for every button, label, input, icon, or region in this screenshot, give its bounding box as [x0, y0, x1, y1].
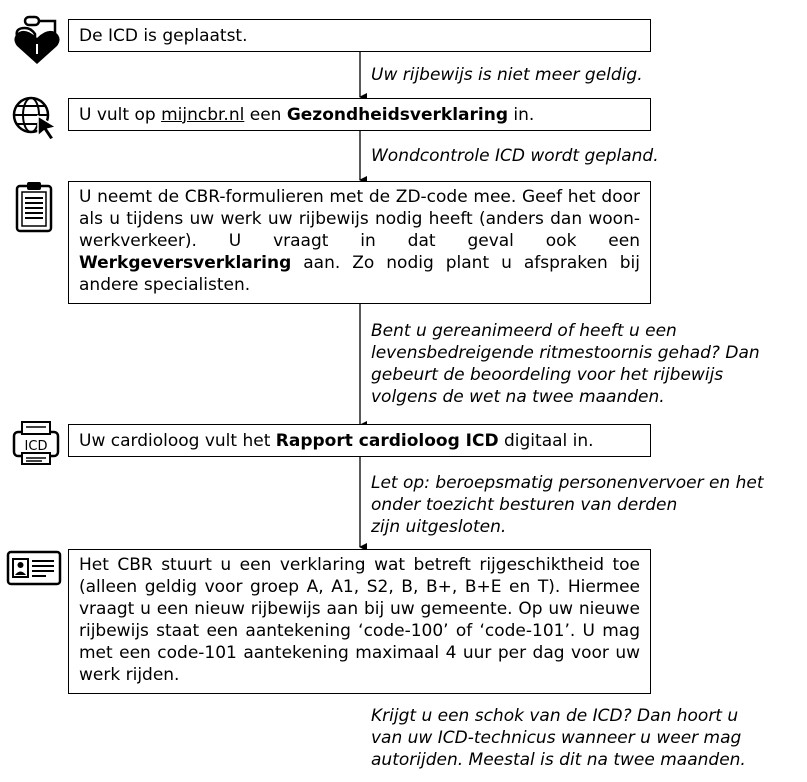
step-3-text-before: U neemt de CBR-formulieren met de ZD-code mee. Geef het door als u tijdens uw werk uw rijbewijs nodig heeft (anders dan woon-werkverkeer). U vraagt in dat geval ook een	[79, 187, 640, 251]
heart-device-icon	[11, 14, 61, 66]
step-4-prefix: Uw cardioloog vult het	[79, 430, 276, 451]
clipboard-icon	[15, 181, 55, 233]
step-4-box	[68, 424, 651, 457]
step-5-text: Het CBR stuurt u een verklaring wat betreft rijgeschiktheid toe (alleen geldig voor groep A, A1, S2, B, B+, B+E en T). Hiermee vraagt u een nieuw rijbewijs aan bij uw gemeente. Op uw nieuwe rijbewijs staat een aantekening ‘code-100’ of ‘code-101’. U mag met een code-101 aantekening maximaal 4 uur per dag voor uw werk rijden.	[79, 555, 640, 685]
note-5-line-2: van uw ICD-technicus wanneer u weer mag	[371, 728, 742, 748]
note-5-line-3: autorijden. Meestal is dit na twee maanden.	[371, 750, 746, 770]
note-4-line-3: zijn uitgesloten.	[371, 517, 507, 537]
step-4-bold: Rapport cardioloog ICD	[275, 430, 499, 451]
step-3-bold: Werkgeversverklaring	[79, 253, 292, 273]
note-3-line-1: Bent u gereanimeerd of heeft u een	[371, 321, 677, 341]
mijncbr-link[interactable]: mijncbr.nl	[161, 104, 245, 125]
note-4	[371, 472, 764, 538]
note-5-line-1: Krijgt u een schok van de ICD? Dan hoort u	[371, 706, 739, 726]
step-2-text	[79, 104, 534, 126]
step-5-box	[68, 549, 651, 694]
note-4-line-1: Let op: beroepsmatig personenvervoer en het	[371, 473, 764, 493]
note-3	[371, 320, 760, 408]
step-3-box	[68, 181, 651, 304]
id-card-icon	[6, 550, 62, 586]
note-4-line-2: onder toezicht besturen van derden	[371, 495, 678, 515]
note-3-line-3: gebeurt de beoordeling voor het rijbewijs	[371, 365, 724, 385]
step-2-bold: Gezondheidsverklaring	[286, 104, 508, 125]
note-1-line: Uw rijbewijs is niet meer geldig.	[371, 65, 643, 85]
note-2	[371, 145, 659, 167]
step-4-suffix: digitaal in.	[498, 430, 594, 451]
icd-report-icon	[12, 420, 60, 466]
note-5	[371, 705, 746, 771]
note-3-line-4: volgens de wet na twee maanden.	[371, 387, 665, 407]
step-4-text	[79, 430, 594, 452]
step-1-box	[68, 19, 651, 52]
step-3-text-after: aan. Zo nodig plant u afspraken bij andere specialisten.	[79, 253, 640, 295]
step-2-prefix: U vult op	[79, 104, 162, 125]
step-2-box	[68, 98, 651, 131]
step-1-text: De ICD is geplaatst.	[79, 25, 248, 46]
globe-cursor-icon	[11, 95, 59, 141]
step-2-middle: een	[244, 104, 287, 125]
note-2-line: Wondcontrole ICD wordt gepland.	[371, 146, 659, 166]
icd-report-icon-label: ICD	[24, 439, 48, 454]
note-1	[371, 64, 643, 86]
note-3-line-2: levensbedreigende ritmestoornis gehad? Dan	[371, 343, 760, 363]
step-2-suffix: in.	[508, 104, 535, 125]
